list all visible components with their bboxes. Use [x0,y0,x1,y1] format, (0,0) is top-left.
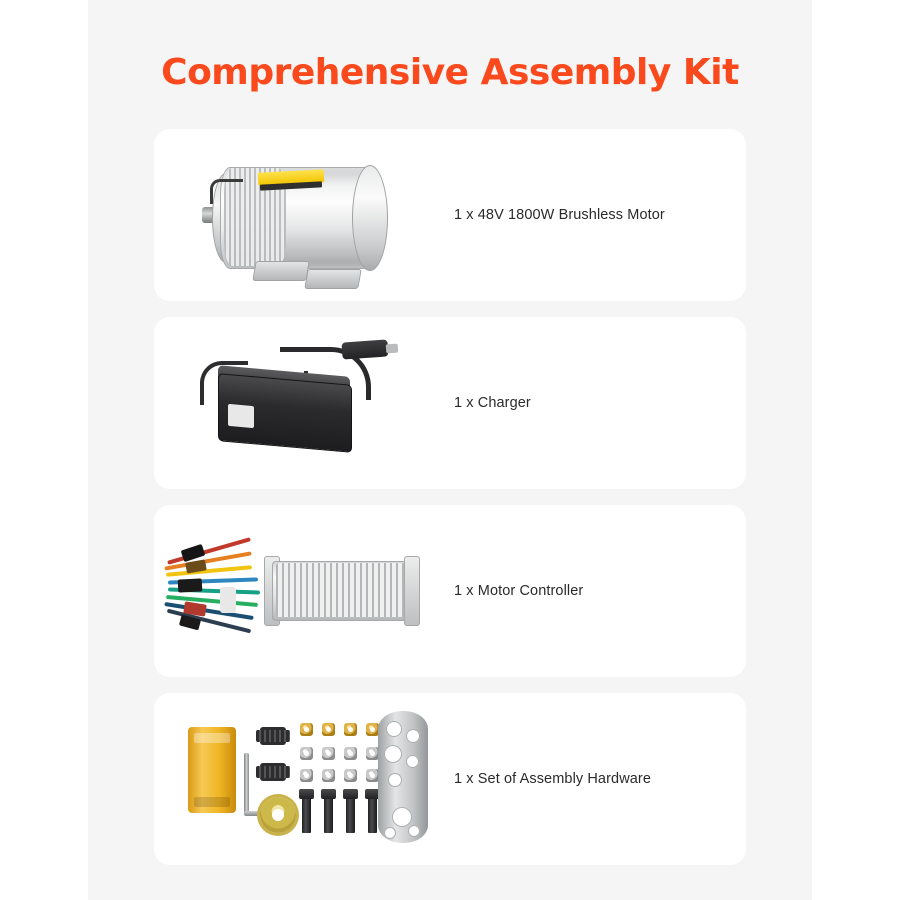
washer [344,723,357,736]
gear-block [260,727,286,745]
list-item [154,693,746,865]
motor-wire [210,179,243,204]
list-item-label: 1 x Charger [454,395,531,411]
motor-right-endcap [352,165,388,271]
motor-illustration [202,149,412,289]
bolt [302,797,311,833]
gold-bracket [188,727,236,813]
sprocket [260,797,296,833]
nut [322,769,335,782]
motor-controller-image [154,505,454,677]
nut [300,747,313,760]
list-item [154,129,746,301]
list-item [154,505,746,677]
charger-plug [341,339,388,359]
list-item-label: 1 x 48V 1800W Brushless Motor [454,207,665,223]
charger-plug-tip [386,344,399,354]
controller-heatsink-fins [276,563,406,617]
controller-wire-bundle [164,547,276,633]
hardware-illustration [182,705,442,855]
motor-mount-foot [252,261,310,281]
right-margin [812,0,900,900]
washer [322,723,335,736]
multi-wrench [378,711,428,843]
brushless-motor-image [154,129,454,301]
nut [322,747,335,760]
controller-right-end [404,556,420,626]
nut [300,769,313,782]
bolt [324,797,333,833]
bolt [346,797,355,833]
nut [344,769,357,782]
controller-illustration [164,523,444,653]
washer [300,723,313,736]
gear-block [260,763,286,781]
charger-image [154,317,454,489]
kit-item-list [88,129,812,865]
list-item-label: 1 x Set of Assembly Hardware [454,771,652,787]
nut [344,747,357,760]
page-content [88,0,812,900]
allen-key [244,753,249,815]
page-title: Comprehensive Assembly Kit [161,52,739,93]
list-item [154,317,746,489]
left-margin [0,0,88,900]
assembly-hardware-image [154,693,454,865]
motor-mount-foot [304,269,362,289]
list-item-label: 1 x Motor Controller [454,583,584,599]
charger-label [228,404,254,428]
bolt [368,797,377,833]
charger-illustration [194,331,414,476]
